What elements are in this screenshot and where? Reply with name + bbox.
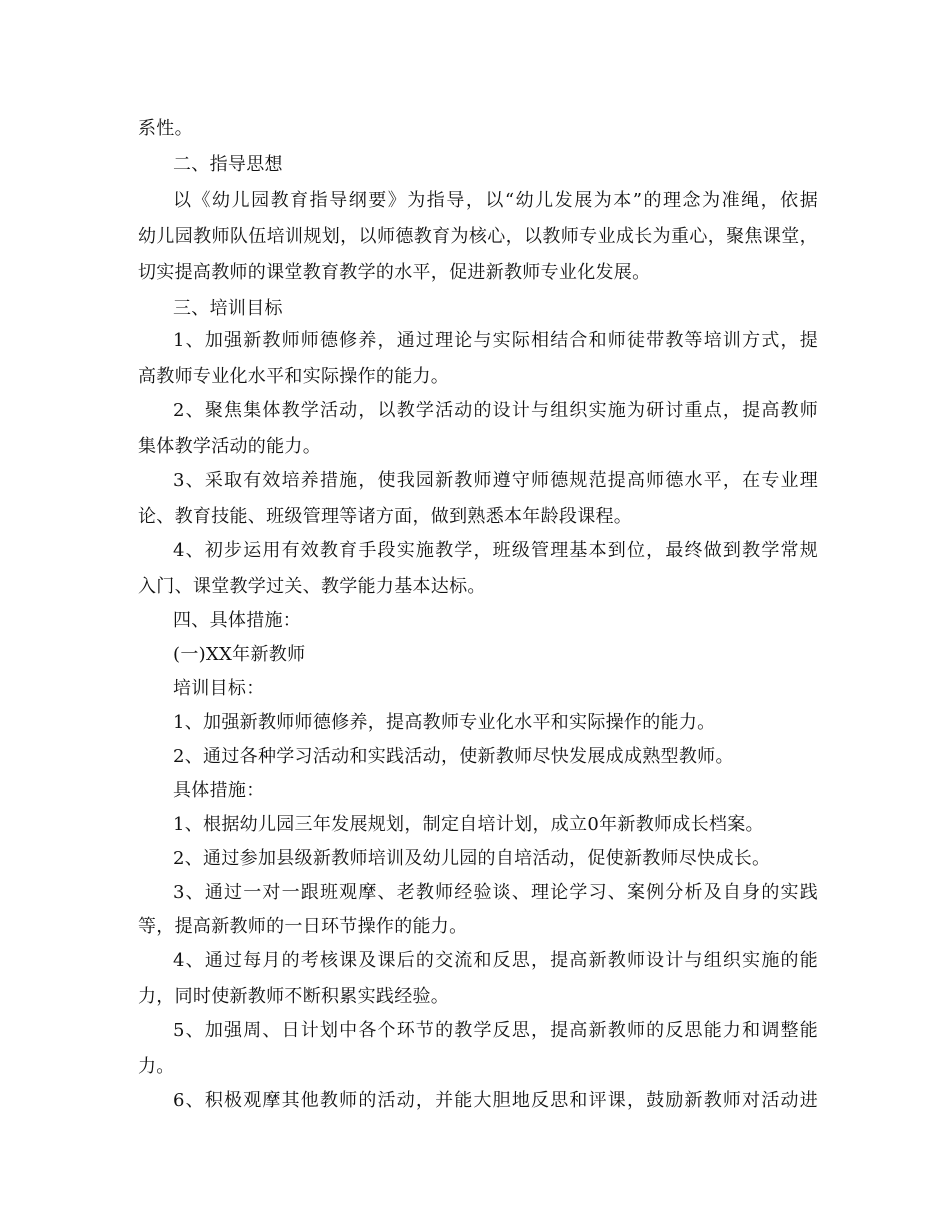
paragraph-line: 4、通过每月的考核课及课后的交流和反思，提高新教师设计与组织实施的能 [173,950,818,971]
paragraph-line: 入门、课堂教学过关、教学能力基本达标。 [138,576,486,597]
section-heading-training-goals: 三、培训目标 [173,298,283,319]
paragraph-line: 力，同时使新教师不断积累实践经验。 [138,986,450,1007]
paragraph-line: 2、通过参加县级新教师培训及幼儿园的自培活动，促使新教师尽快成长。 [173,848,771,869]
paragraph-line: 3、采取有效培养措施，使我园新教师遵守师德规范提高师德水平，在专业理 [173,470,818,491]
paragraph-line: 论、教育技能、班级管理等诸方面，做到熟悉本年龄段课程。 [138,506,633,527]
section-heading-specific-measures: 四、具体措施： [173,610,302,631]
paragraph-line: 力。 [138,1056,175,1077]
paragraph-line: 4、初步运用有效教育手段实施教学，班级管理基本到位，最终做到教学常规 [173,540,818,561]
paragraph-line: 5、加强周、日计划中各个环节的教学反思，提高新教师的反思能力和调整能 [173,1020,818,1041]
paragraph-line: 等，提高新教师的一日环节操作的能力。 [138,916,468,937]
paragraph-line: 高教师专业化水平和实际操作的能力。 [138,366,450,387]
subheading-specific-measures: 具体措施： [173,780,265,801]
subsection-heading: (一)XX年新教师 [173,644,306,665]
section-heading-guiding-ideology: 二、指导思想 [173,154,283,175]
paragraph-line: 1、加强新教师师德修养，通过理论与实际相结合和师徒带教等培训方式，提 [173,330,818,351]
paragraph-line: 幼儿园教师队伍培训规划，以师德教育为核心，以教师专业成长为重心，聚焦课堂， [138,226,818,247]
subheading-training-goals: 培训目标： [173,678,265,699]
paragraph-continuation: 系性。 [138,118,193,139]
paragraph-line: 1、加强新教师师德修养，提高教师专业化水平和实际操作的能力。 [173,712,716,733]
paragraph-line: 1、根据幼儿园三年发展规划，制定自培计划，成立0年新教师成长档案。 [173,814,764,835]
paragraph-line: 以《幼儿园教育指导纲要》为指导，以“幼儿发展为本”的理念为准绳，依据 [173,190,818,211]
paragraph-line: 集体教学活动的能力。 [138,436,321,457]
paragraph-line: 2、聚焦集体教学活动，以教学活动的设计与组织实施为研讨重点，提高教师 [173,400,818,421]
paragraph-line: 2、通过各种学习活动和实践活动，使新教师尽快发展成成熟型教师。 [173,746,734,767]
paragraph-line: 切实提高教师的课堂教育教学的水平，促进新教师专业化发展。 [138,262,651,283]
paragraph-line: 3、通过一对一跟班观摩、老教师经验谈、理论学习、案例分析及自身的实践 [173,882,818,903]
paragraph-line: 6、积极观摩其他教师的活动，并能大胆地反思和评课，鼓励新教师对活动进 [173,1090,818,1111]
